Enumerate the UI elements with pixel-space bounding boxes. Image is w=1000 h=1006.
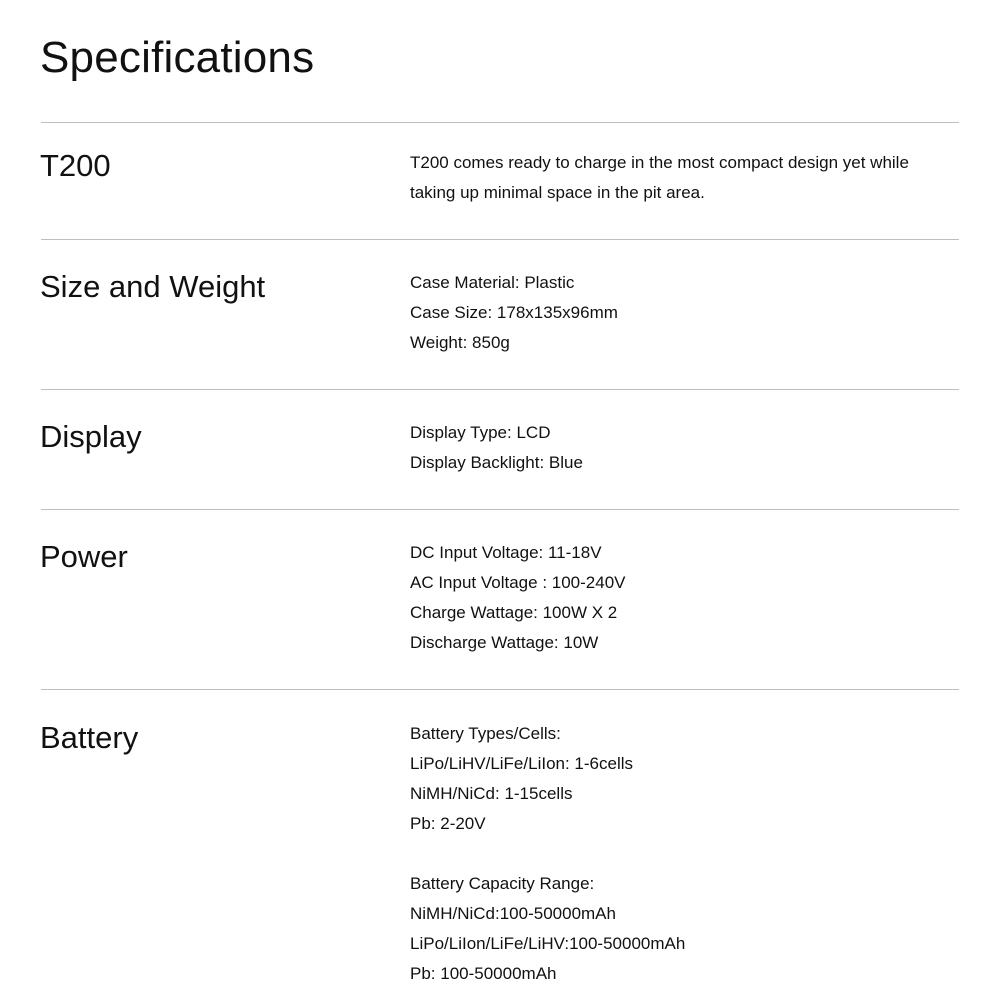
section-divider (41, 122, 959, 123)
spec-line: Display Type: LCD (410, 423, 551, 442)
spacer (410, 839, 970, 869)
spec-line: Weight: 850g (410, 333, 510, 352)
spec-line: NiMH/NiCd:100-50000mAh (410, 904, 616, 923)
spec-line: NiMH/NiCd: 1-15cells (410, 784, 573, 803)
spec-line: DC Input Voltage: 11-18V (410, 543, 602, 562)
spec-line: Charge Wattage: 100W X 2 (410, 603, 618, 622)
section-body-power (410, 538, 970, 658)
section-heading-display: Display (40, 419, 142, 454)
description-line: T200 comes ready to charge in the most compact design yet while (410, 153, 909, 172)
spec-line: Discharge Wattage: 10W (410, 633, 599, 652)
spec-line: AC Input Voltage : 100-240V (410, 573, 626, 592)
spec-line: LiPo/LiHV/LiFe/LiIon: 1-6cells (410, 754, 634, 773)
section-heading-size-weight: Size and Weight (40, 269, 266, 304)
section-body-size-weight (410, 268, 970, 358)
section-divider (41, 239, 959, 240)
page-title: Specifications (40, 33, 315, 82)
spec-line: Pb: 100-50000mAh (410, 964, 557, 983)
spec-line: Case Size: 178x135x96mm (410, 303, 618, 322)
section-body-t200 (410, 148, 970, 208)
spec-line: Pb: 2-20V (410, 814, 486, 833)
section-divider (41, 389, 959, 390)
battery-types-heading: Battery Types/Cells: (410, 724, 561, 743)
section-heading-power: Power (40, 539, 128, 574)
section-body-display (410, 418, 970, 478)
section-heading-t200: T200 (40, 148, 111, 183)
description-line: taking up minimal space in the pit area. (410, 183, 705, 202)
section-heading-battery: Battery (40, 720, 139, 755)
spec-line: LiPo/LiIon/LiFe/LiHV:100-50000mAh (410, 934, 686, 953)
battery-capacity-heading: Battery Capacity Range: (410, 874, 595, 893)
section-body-battery (410, 719, 970, 989)
spec-line: Display Backlight: Blue (410, 453, 583, 472)
section-divider (41, 689, 959, 690)
spec-line: Case Material: Plastic (410, 273, 575, 292)
section-divider (41, 509, 959, 510)
